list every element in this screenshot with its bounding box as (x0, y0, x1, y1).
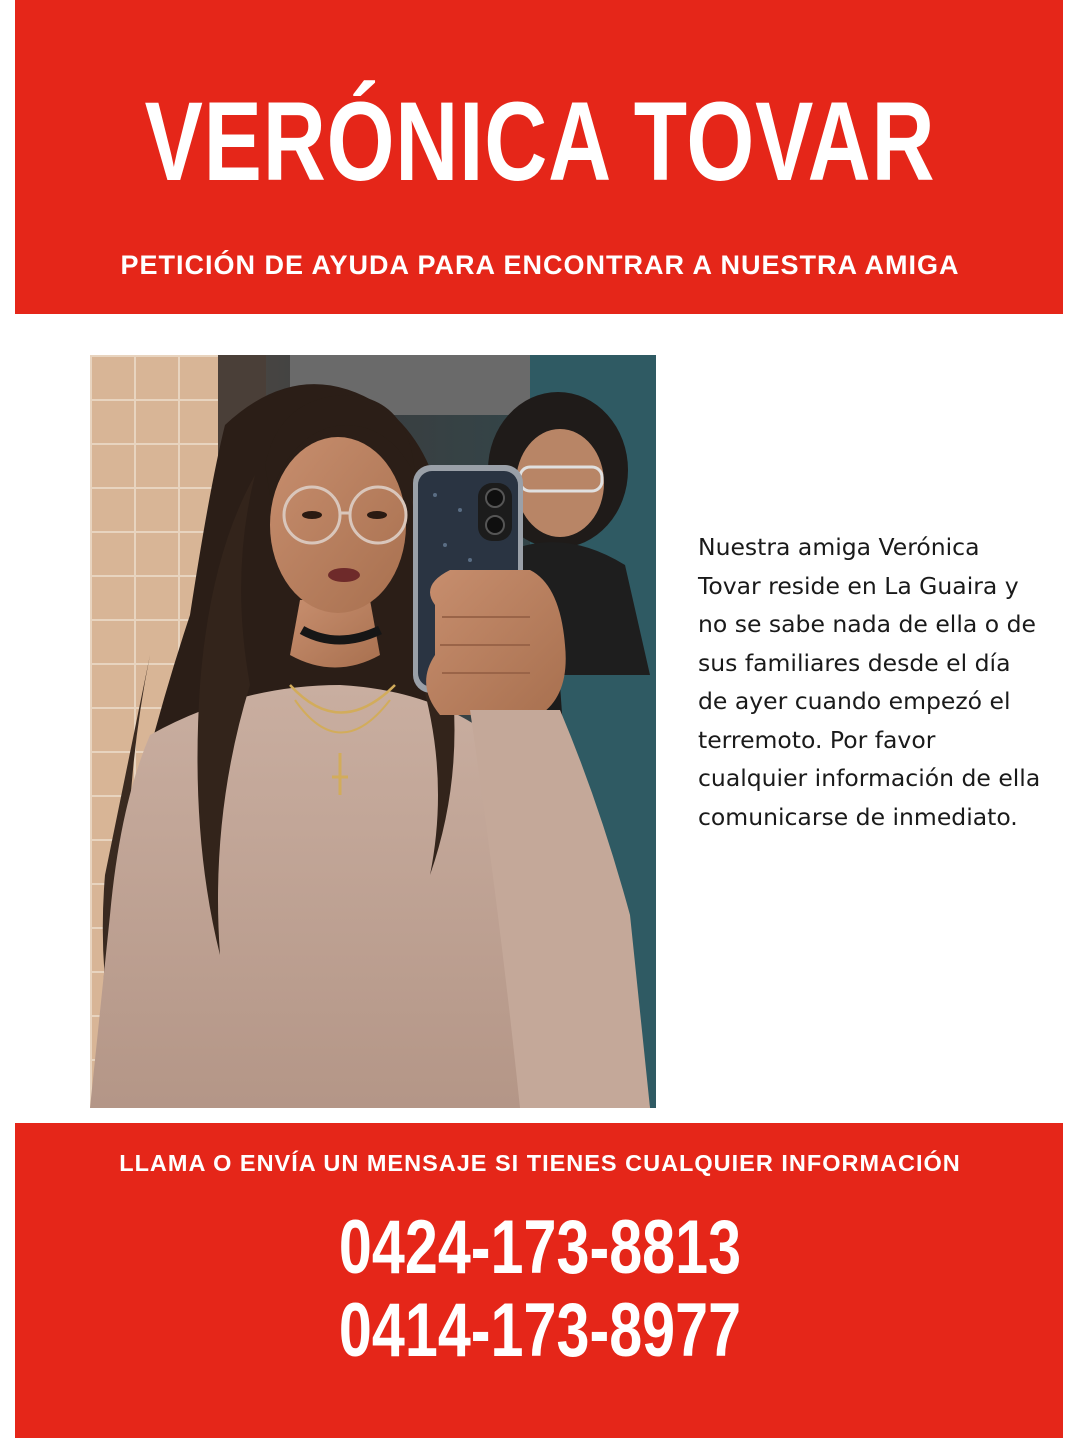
description-text: Nuestra amiga Verónica Tovar reside en La Guaira y no se sabe nada de ella o de sus familiares desde el día de ayer cuando empezó el terremoto. Por favor cualquier información de ella comunicarse de inmediato. (698, 533, 1041, 831)
phone-number-2[interactable]: 0414-173-8977 (338, 1288, 742, 1373)
portrait-photo (90, 355, 656, 1108)
page-title: VERÓNICA TOVAR (144, 79, 936, 204)
call-to-action: LLAMA O ENVÍA UN MENSAJE SI TIENES CUALQUIER INFORMACIÓN (119, 1150, 961, 1176)
page-subtitle: PETICIÓN DE AYUDA PARA ENCONTRAR A NUESTRA AMIGA (120, 250, 960, 280)
phone-number-1[interactable]: 0424-173-8813 (338, 1205, 742, 1290)
